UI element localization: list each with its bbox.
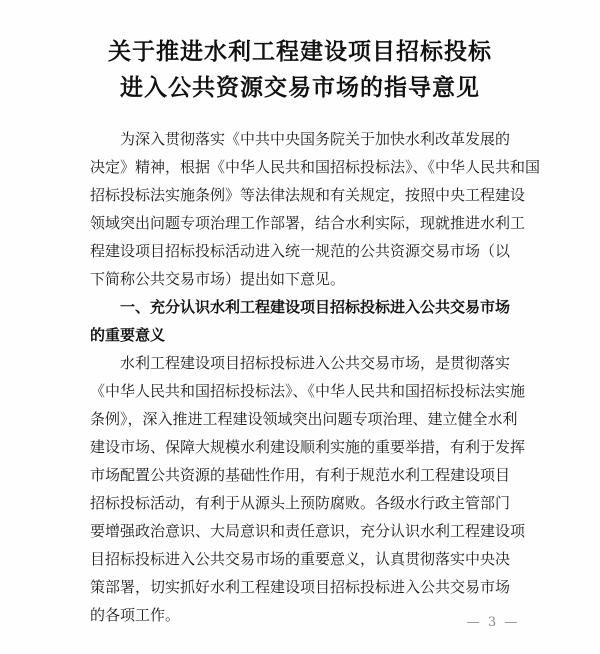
section-1-body-line-3: 条例》，深入推进工程建设领域突出问题专项治理、建立健全水利 [90,410,518,428]
document-title-line-1: 关于推进水利工程建设项目招标投标 [108,39,492,65]
section-1-body-line-5: 市场配置公共资源的基础性作用，有利于规范水利工程建设项目 [90,466,511,484]
section-1-body-line-6: 招标投标活动，有利于从源头上预防腐败。各级水行政主管部门 [90,494,511,512]
intro-line-1: 为深入贯彻落实《中共中央国务院关于加快水利改革发展的 [120,130,511,148]
intro-line-6: 下简称公共交易市场）提出如下意见。 [90,270,346,288]
section-1-body-line-8: 目招标投标进入公共交易市场的重要意义，认真贯彻落实中央决 [90,550,511,568]
intro-line-5: 程建设项目招标投标活动进入统一规范的公共资源交易市场（以 [90,242,511,260]
intro-line-4: 领域突出问题专项治理工作部署，结合水利实际，现就推进水利工 [90,214,526,232]
document-title-line-2: 进入公共资源交易市场的指导意见 [120,75,480,101]
section-1-body-line-9: 策部署，切实抓好水利工程建设项目招标投标进入公共交易市场 [90,578,511,596]
section-1-body-line-2: 《中华人民共和国招标投标法》、《中华人民共和国招标投标法实施 [90,382,526,400]
section-1-heading-line-1: 一、充分认识水利工程建设项目招标投标进入公共交易市场 [120,298,511,316]
intro-line-2: 决定》精神，根据《中华人民共和国招标投标法》、《中华人民共和国 [90,158,541,176]
section-1-body-line-4: 建设市场、保障大规模水利建设顺利实施的重要举措，有利于发挥 [90,438,526,456]
page-number: — 3 — [466,615,520,630]
section-1-heading-line-2: 的重要意义 [90,326,166,344]
intro-line-3: 招标投标法实施条例》等法律法规和有关规定，按照中央工程建设 [90,186,526,204]
section-1-body-line-10: 的各项工作。 [90,606,181,624]
section-1-body-line-1: 水利工程建设项目招标投标进入公共交易市场，是贯彻落实 [120,354,511,372]
section-1-body-line-7: 要增强政治意识、大局意识和责任意识，充分认识水利工程建设项 [90,522,526,540]
